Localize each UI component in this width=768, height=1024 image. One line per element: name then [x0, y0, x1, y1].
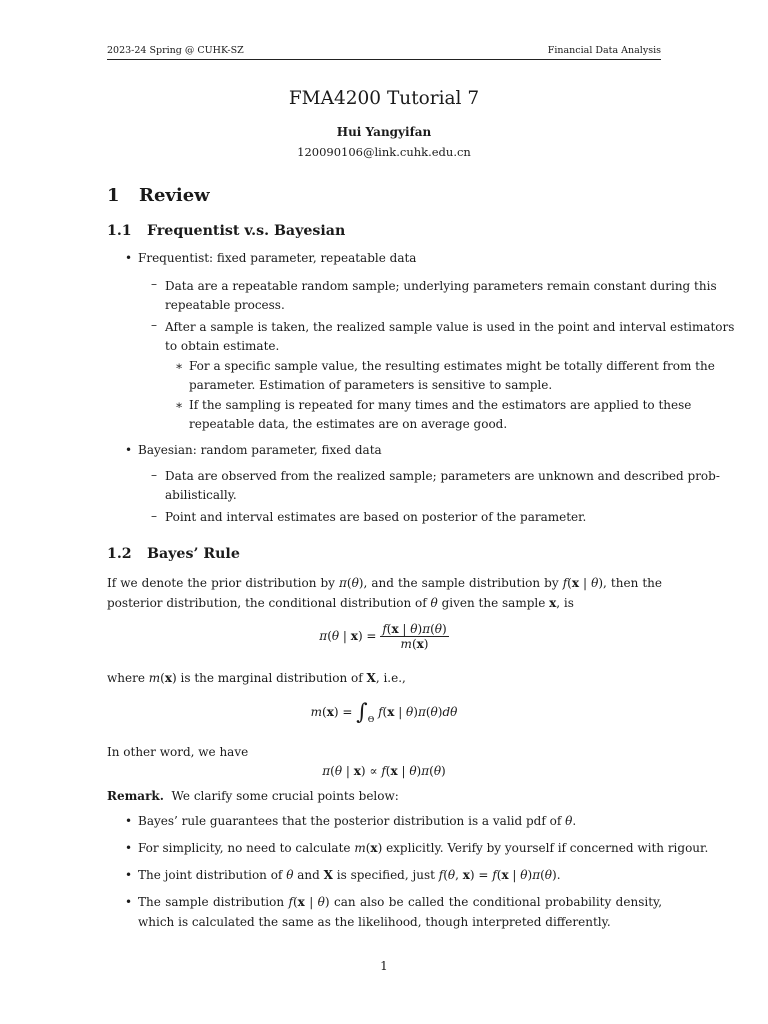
subsection-title: Frequentist v.s. Bayesian	[147, 223, 346, 239]
remark-bullet-1: Bayes’ rule guarantees that the posterior distribution is a valid pdf of θ.	[138, 814, 577, 828]
equation-posterior: π(θ | x) = $\frac{f(x | \theta)\pi(\theta)}{m(x)}$	[319, 622, 447, 651]
frequentist-star1-line1: For a specific sample value, the resulting estimates might be totally different from the	[189, 359, 715, 373]
frequentist-bullet-text: Frequentist: fixed parameter, repeatable data	[138, 251, 417, 265]
header-course-name: Financial Data Analysis	[547, 45, 661, 56]
header-course-term: 2023-24 Spring @ CUHK-SZ	[107, 45, 244, 56]
header-rule	[107, 59, 661, 60]
frequentist-star2-line2: repeatable data, the estimates are on average good.	[189, 417, 508, 431]
section-title: Review	[139, 185, 210, 206]
dash-icon: –	[151, 318, 157, 332]
bayesian-dash1-line1: Data are observed from the realized sample; parameters are unknown and described prob-	[165, 469, 720, 483]
bullet-icon: •	[125, 814, 133, 828]
section-heading-review	[107, 185, 210, 206]
dash-icon: –	[151, 277, 157, 291]
subsection-number: 1.1	[107, 223, 132, 239]
bayesian-dash1-line2: abilistically.	[165, 488, 237, 502]
bullet-icon: •	[125, 841, 133, 855]
document-title: FMA4200 Tutorial 7	[288, 88, 480, 109]
frequentist-star1-line2: parameter. Estimation of parameters is sensitive to sample.	[189, 378, 553, 392]
bullet-icon: •	[125, 868, 133, 882]
asterisk-icon: ∗	[175, 398, 184, 412]
bullet-icon: •	[125, 251, 133, 265]
bayesian-dash2: Point and interval estimates are based on posterior of the parameter.	[165, 510, 587, 524]
author-email: 120090106@link.cuhk.edu.cn	[297, 145, 471, 159]
equation-proportional: π(θ | x) ∝ f(x | θ)π(θ)	[322, 764, 446, 778]
subsection-heading-frequentist-bayesian	[107, 223, 345, 239]
bullet-icon: •	[125, 895, 133, 909]
frequentist-star2-line1: If the sampling is repeated for many times and the estimators are applied to these	[189, 398, 692, 412]
remark-bullet-2: For simplicity, no need to calculate m(x) explicitly. Verify by yourself if concerned with rigour.	[138, 841, 709, 855]
subsection-heading-bayes-rule	[107, 546, 240, 562]
section-number: 1	[107, 185, 120, 206]
remark-intro: Remark. We clarify some crucial points below:	[107, 789, 399, 803]
remark-bullet-3: The joint distribution of θ and X is specified, just f(θ, x) = f(x | θ)π(θ).	[138, 868, 561, 882]
frequentist-dash2-line1: After a sample is taken, the realized sample value is used in the point and interval estimators	[165, 320, 735, 334]
bayesian-bullet-text: Bayesian: random parameter, fixed data	[138, 443, 382, 457]
frequentist-dash2-line2: to obtain estimate.	[165, 339, 280, 353]
equation-marginal: $m(x) = \int_\Theta$ f(x | θ)π(θ)dθ	[310, 700, 458, 725]
subsection-number: 1.2	[107, 546, 132, 562]
where-marginal-text: where m(x) is the marginal distribution of X, i.e.,	[107, 671, 406, 685]
bullet-icon: •	[125, 443, 133, 457]
subsection-title: Bayes’ Rule	[147, 546, 240, 562]
frequentist-dash1-line2: repeatable process.	[165, 298, 285, 312]
dash-icon: –	[151, 509, 157, 523]
fraction: $\frac{f(x | \theta)\pi(\theta)}{m(x)}$	[382, 622, 447, 651]
page-number: 1	[380, 959, 388, 973]
other-word-text: In other word, we have	[107, 745, 249, 759]
dash-icon: –	[151, 468, 157, 482]
asterisk-icon: ∗	[175, 359, 184, 373]
remark-label: Remark.	[107, 789, 164, 803]
remark-bullet-4: The sample distribution f(x | θ) can also be called the conditional probability density, which is calculated the same as the likelihood, though interpreted differently.	[138, 895, 663, 929]
frequentist-dash1-line1: Data are a repeatable random sample; underlying parameters remain constant during this	[165, 279, 717, 293]
author-name: Hui Yangyifan	[336, 125, 432, 139]
bayes-intro-paragraph: If we denote the prior distribution by π(θ), and the sample distribution by f(x | θ), then the posterior distribution, the conditional distribution of θ given the sample x, is	[107, 576, 662, 610]
